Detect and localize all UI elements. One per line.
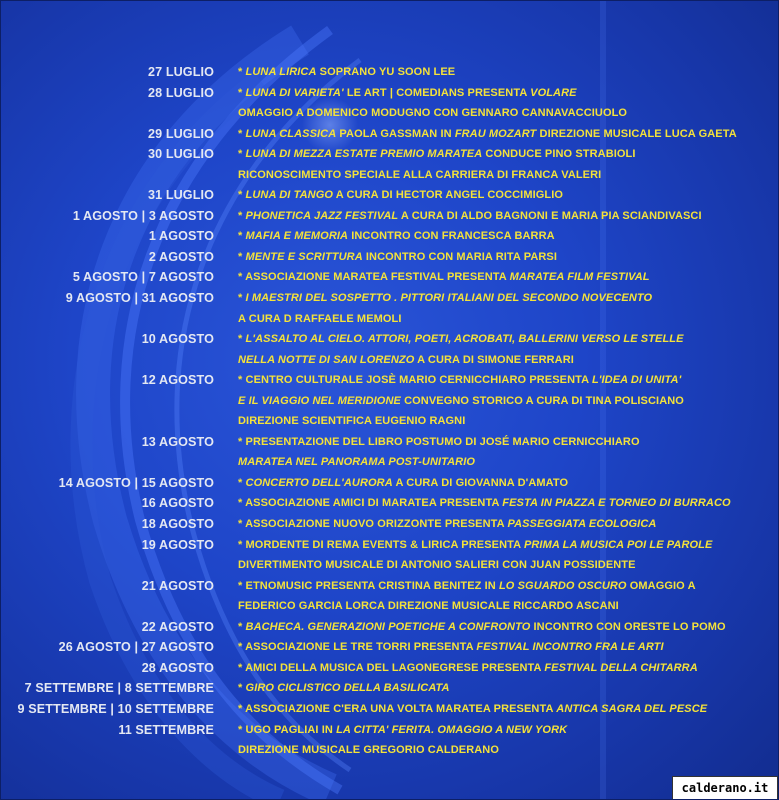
event-description [238,165,601,186]
event-text-segment: * [238,148,246,161]
event-text-segment: RICONOSCIMENTO SPECIALE ALLA CARRIERA DI FRANCA VALERI [238,168,602,181]
event-text-segment: * MORDENTE DI REMA EVENTS & LIRICA PRESENTA [238,538,524,551]
programme-row [0,103,779,124]
event-description [238,555,636,576]
event-text-segment: DIREZIONE MUSICALE GREGORIO CALDERANO [238,744,499,757]
programme-row [0,678,779,699]
event-text-segment: CONVEGNO STORICO A CURA DI TINA POLISCIANO [400,394,684,407]
event-date: 31 LUGLIO [148,188,214,203]
event-description [238,329,684,350]
event-text-segment: DIVERTIMENTO MUSICALE DI ANTONIO SALIERI CON JUAN POSSIDENTE [238,559,636,572]
event-text-segment: VOLARE [530,86,577,99]
event-description [238,720,567,741]
programme-row [0,288,779,309]
programme-row [0,124,779,145]
event-text-segment: * [238,476,246,489]
programme-row [0,247,779,268]
event-date: 18 AGOSTO [141,517,214,532]
event-text-segment: * PRESENTAZIONE DEL LIBRO POSTUMO DI JOSÉ MARIO CERNICCHIARO [238,435,640,448]
event-text-segment: * ASSOCIAZIONE NUOVO ORIZZONTE PRESENTA [238,518,508,531]
event-description [238,452,475,473]
event-date: 9 SETTEMBRE | 10 SETTEMBRE [17,701,214,716]
event-text-segment: MARATEA FILM FESTIVAL [509,271,650,284]
event-description [238,226,555,247]
event-date: 9 AGOSTO | 31 AGOSTO [65,291,214,306]
event-text-segment: A CURA D RAFFAELE MEMOLI [238,312,402,325]
event-text-segment: LUNA CLASSICA [245,127,337,140]
programme-row [0,62,779,83]
event-date: 22 AGOSTO [141,619,214,634]
event-description [238,617,726,638]
event-description [238,288,652,309]
event-text-segment: FESTIVAL INCONTRO FRA LE ARTI [476,641,664,654]
event-text-segment: LO SGUARDO OSCURO [498,579,627,592]
event-text-segment: * ETNOMUSIC PRESENTA CRISTINA BENITEZ IN [238,579,499,592]
event-description [238,62,455,83]
event-text-segment: OMAGGIO A [626,579,696,592]
event-date: 1 AGOSTO [148,229,214,244]
programme-row [0,432,779,453]
event-date: 27 LUGLIO [148,65,214,79]
event-text-segment: LUNA DI VARIETA' [245,86,344,99]
programme-row [0,473,779,494]
programme-row [0,535,779,556]
programme-row [0,165,779,186]
event-description [238,432,640,453]
event-date: 12 AGOSTO [141,373,214,388]
event-text-segment: OMAGGIO A DOMENICO MODUGNO CON GENNARO CANNAVACCIUOLO [238,107,628,120]
event-description [238,391,684,412]
event-text-segment: LUNA DI MEZZA ESTATE PREMIO MARATEA [245,148,483,161]
programme-row [0,514,779,535]
event-date: 13 AGOSTO [141,434,214,449]
programme-row [0,267,779,288]
event-description [238,535,712,556]
event-description [238,185,563,206]
event-text-segment: FRAU MOZART [454,127,537,140]
event-description [238,247,557,268]
event-text-segment: DIREZIONE MUSICALE LUCA GAETA [536,127,737,140]
event-text-segment: I MAESTRI DEL SOSPETTO . PITTORI ITALIANI DEL SECONDO NOVECENTO [245,292,653,305]
event-text-segment: PAOLA GASSMAN IN [336,127,455,140]
event-text-segment: * ASSOCIAZIONE AMICI DI MARATEA PRESENTA [238,497,503,510]
event-date: 28 LUGLIO [148,85,214,100]
event-description [238,124,737,145]
event-text-segment: FESTA IN PIAZZA E TORNEO DI BURRACO [502,497,731,510]
event-text-segment: SOPRANO YU SOON LEE [316,66,456,78]
event-text-segment: * [238,620,246,633]
event-text-segment: MAFIA E MEMORIA [245,230,349,243]
event-description [238,699,707,720]
programme-row [0,391,779,412]
programme-row [0,206,779,227]
event-text-segment: FESTIVAL DELLA CHITARRA [544,661,698,674]
programme-row [0,83,779,104]
programme-row [0,576,779,597]
programme-row [0,596,779,617]
event-date: 26 AGOSTO | 27 AGOSTO [58,640,214,655]
event-description [238,350,574,371]
event-text-segment: * ASSOCIAZIONE LE TRE TORRI PRESENTA [238,641,477,654]
event-text-segment: * [238,230,246,243]
event-text-segment: MARATEA NEL PANORAMA POST-UNITARIO [238,456,476,469]
event-description [238,206,702,227]
event-text-segment: A CURA DI ALDO BAGNONI E MARIA PIA SCIANDIVASCI [398,209,702,222]
event-text-segment: ANTICA SAGRA DEL PESCE [556,702,708,715]
event-date: 11 SETTEMBRE [118,722,214,737]
event-text-segment: PHONETICA JAZZ FESTIVAL [245,209,399,222]
event-text-segment: MENTE E SCRITTURA [245,250,363,263]
event-description [238,83,577,104]
event-description [238,473,568,494]
event-text-segment: FEDERICO GARCIA LORCA DIREZIONE MUSICALE RICCARDO ASCANI [238,600,619,613]
event-description [238,493,731,514]
event-date: 16 AGOSTO [141,496,214,511]
programme-row [0,617,779,638]
event-date: 1 AGOSTO | 3 AGOSTO [72,208,214,223]
event-text-segment: LE ART | COMEDIANS PRESENTA [343,86,531,99]
event-description [238,740,499,761]
event-text-segment: DIREZIONE SCIENTIFICA EUGENIO RAGNI [238,415,466,428]
event-description [238,103,627,124]
event-date: 10 AGOSTO [141,332,214,347]
event-text-segment: * [238,250,246,263]
programme-row [0,720,779,741]
event-text-segment: L'IDEA DI UNITA' [591,374,682,387]
programme-row [0,740,779,761]
event-description [238,267,650,288]
programme-row [0,329,779,350]
event-text-segment: * AMICI DELLA MUSICA DEL LAGONEGRESE PRESENTA [238,661,545,674]
event-description [238,637,664,658]
programme-row [0,350,779,371]
event-text-segment: GIRO CICLISTICO DELLA BASILICATA [245,682,450,695]
event-text-segment: * [238,333,246,346]
event-date: 7 SETTEMBRE | 8 SETTEMBRE [24,681,214,696]
event-text-segment: * [238,209,246,222]
programme-row [0,637,779,658]
event-date: 21 AGOSTO [141,578,214,593]
event-text-segment: * UGO PAGLIAI IN [238,723,337,736]
programme-row [0,411,779,432]
event-text-segment: NELLA NOTTE DI SAN LORENZO [238,353,415,366]
event-text-segment: * [238,189,246,202]
site-watermark: calderano.it [672,776,778,800]
programme-row [0,699,779,720]
event-date: 28 AGOSTO [141,660,214,675]
event-text-segment: CONCERTO DELL'AURORA [245,476,393,489]
event-text-segment: LA CITTA' FERITA. OMAGGIO A NEW YORK [336,723,568,736]
event-text-segment: A CURA DI SIMONE FERRARI [414,353,574,366]
event-text-segment: * CENTRO CULTURALE JOSÈ MARIO CERNICCHIARO PRESENTA [238,374,592,387]
event-description [238,144,636,165]
programme-row [0,185,779,206]
programme-row [0,226,779,247]
event-text-segment: INCONTRO CON FRANCESCA BARRA [348,230,555,243]
event-description [238,514,656,535]
event-text-segment: INCONTRO CON MARIA RITA PARSI [362,250,558,263]
event-text-segment: LUNA DI TANGO [245,189,334,202]
event-text-segment: PASSEGGIATA ECOLOGICA [507,518,657,531]
event-text-segment: A CURA DI GIOVANNA D'AMATO [392,476,569,489]
event-date: 29 LUGLIO [148,126,214,141]
event-description [238,596,619,617]
event-text-segment: * ASSOCIAZIONE C'ERA UNA VOLTA MARATEA PRESENTA [238,702,557,715]
event-text-segment: A CURA DI HECTOR ANGEL COCCIMIGLIO [333,189,564,202]
event-text-segment: * [238,292,246,305]
event-description [238,370,681,391]
event-text-segment: CONDUCE PINO STRABIOLI [482,148,636,161]
event-text-segment: E IL VIAGGIO NEL MERIDIONE [238,394,401,407]
programme-row [0,370,779,391]
event-description [238,658,698,679]
event-text-segment: LUNA LIRICA [245,66,317,78]
festival-programme-list [0,62,779,761]
event-description [238,309,402,330]
event-date: 5 AGOSTO | 7 AGOSTO [72,270,214,285]
programme-row [0,144,779,165]
event-text-segment: PRIMA LA MUSICA POI LE PAROLE [523,538,713,551]
event-date: 30 LUGLIO [148,147,214,162]
event-date: 14 AGOSTO | 15 AGOSTO [58,475,214,490]
event-text-segment: L'ASSALTO AL CIELO. ATTORI, POETI, ACROBATI, BALLERINI VERSO LE STELLE [245,333,684,346]
event-text-segment: * [238,127,246,140]
event-text-segment: * [238,66,246,78]
event-description [238,576,696,597]
programme-row [0,658,779,679]
programme-row [0,452,779,473]
event-description [238,411,465,432]
programme-row [0,555,779,576]
event-text-segment: * [238,86,246,99]
event-description [238,678,450,699]
programme-row [0,493,779,514]
event-text-segment: BACHECA. GENERAZIONI POETICHE A CONFRONTO [245,620,531,633]
programme-row [0,309,779,330]
event-text-segment: * [238,682,246,695]
event-date: 19 AGOSTO [141,537,214,552]
event-date: 2 AGOSTO [148,249,214,264]
event-text-segment: INCONTRO CON ORESTE LO POMO [530,620,726,633]
event-text-segment: * ASSOCIAZIONE MARATEA FESTIVAL PRESENTA [238,271,510,284]
